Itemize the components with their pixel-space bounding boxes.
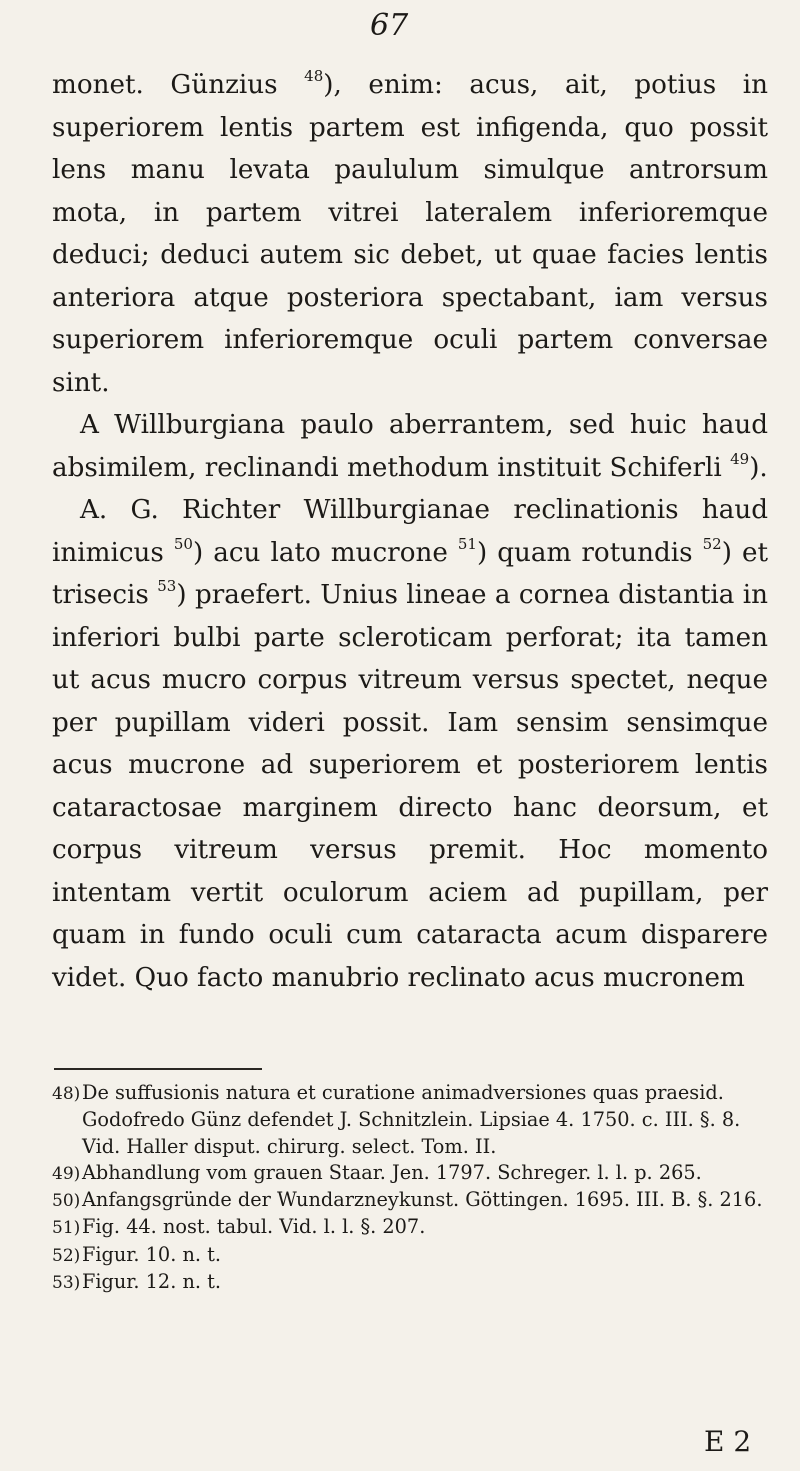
footnote-divider xyxy=(54,1068,262,1070)
footnote-49 xyxy=(52,1160,768,1187)
paragraph-3 xyxy=(52,489,768,999)
paragraph-text: ) acu lato mucrone xyxy=(192,537,458,568)
footnotes xyxy=(52,1080,768,1296)
footnote-53 xyxy=(52,1269,768,1296)
paragraph-text: monet. Günzius xyxy=(52,70,305,100)
footnote-mark: 49) xyxy=(52,1163,81,1184)
paragraph-text: A Willburgiana paulo aberrantem, sed huic haud absimilem, reclinandi methodum instituit Schiferli xyxy=(52,410,768,483)
footnote-mark: 50) xyxy=(52,1191,81,1212)
footnote-ref-49: 49 xyxy=(730,449,750,468)
signature-mark: E 2 xyxy=(704,1425,752,1458)
paragraph-text: ). xyxy=(749,452,768,483)
footnote-52 xyxy=(52,1242,768,1269)
footnote-text: Anfangsgründe der Wundarzneykunst. Göttingen. 1695. III. B. §. 216. xyxy=(82,1188,763,1212)
paragraph-text: A. G. Richter Willburgianae reclinationis haud inimicus xyxy=(52,495,768,568)
paragraph-text: ), enim: acus, ait, potius in superiorem lentis partem est infigenda, quo possit lens manu levata paululum simulque antrorsum mota, in partem vitrei lateralem inferioremque deduci; deduci autem sic debet, ut quae facies lentis anteriora atque posteriora spectabant, iam versus superiorem inferioremque oculi partem conversae sint. xyxy=(52,70,768,398)
footnote-text: De suffusionis natura et curatione animadversiones quas praesid. Godofredo Günz defendet J. Schnitzlein. Lipsiae 4. 1750. c. III. §. 8. Vid. Haller disput. chirurg. select. Tom. II. xyxy=(82,1081,741,1158)
footnote-ref-53: 53 xyxy=(157,577,177,595)
footnote-ref-52: 52 xyxy=(702,534,722,553)
paragraph-2 xyxy=(52,404,768,489)
footnote-ref-48: 48 xyxy=(304,67,324,85)
page-number: 67 xyxy=(370,8,409,43)
footnote-mark: 52) xyxy=(52,1245,81,1266)
paragraph-text: ) et trisecis xyxy=(52,537,769,610)
paragraph-1 xyxy=(52,64,768,404)
footnote-text: Figur. 10. n. t. xyxy=(82,1242,222,1266)
footnote-51 xyxy=(52,1214,768,1241)
paragraph-text: ) praefert. Unius lineae a cornea distantia in inferiori bulbi parte scleroticam perforat; ita tamen ut acus mucro corpus vitreum versus spectet, neque per pupillam videri possit. Iam sensim sensimque acus mucrone ad superiorem et posteriorem lentis cataractosae marginem directo hanc deorsum, et corpus vitreum versus premit. Hoc momento intentam vertit oculorum aciem ad pupillam, per quam in fundo oculi cum cataracta acum disparere videt. Quo facto manubrio reclinato acus mucronem xyxy=(52,580,768,993)
footnote-mark: 48) xyxy=(52,1084,81,1104)
footnote-ref-51: 51 xyxy=(457,534,477,553)
footnote-ref-50: 50 xyxy=(173,534,193,553)
footnote-text: Abhandlung vom grauen Staar. Jen. 1797. Schreger. l. l. p. 265. xyxy=(82,1160,702,1184)
footnote-text: Figur. 12. n. t. xyxy=(82,1270,222,1294)
paragraph-text: ) quam rotundis xyxy=(476,537,703,568)
main-text xyxy=(52,64,768,999)
footnote-48 xyxy=(52,1080,768,1160)
footnote-text: Fig. 44. nost. tabul. Vid. l. l. §. 207. xyxy=(82,1215,426,1239)
footnote-50 xyxy=(52,1187,768,1214)
footnote-mark: 53) xyxy=(52,1273,81,1294)
footnote-mark: 51) xyxy=(52,1218,81,1239)
